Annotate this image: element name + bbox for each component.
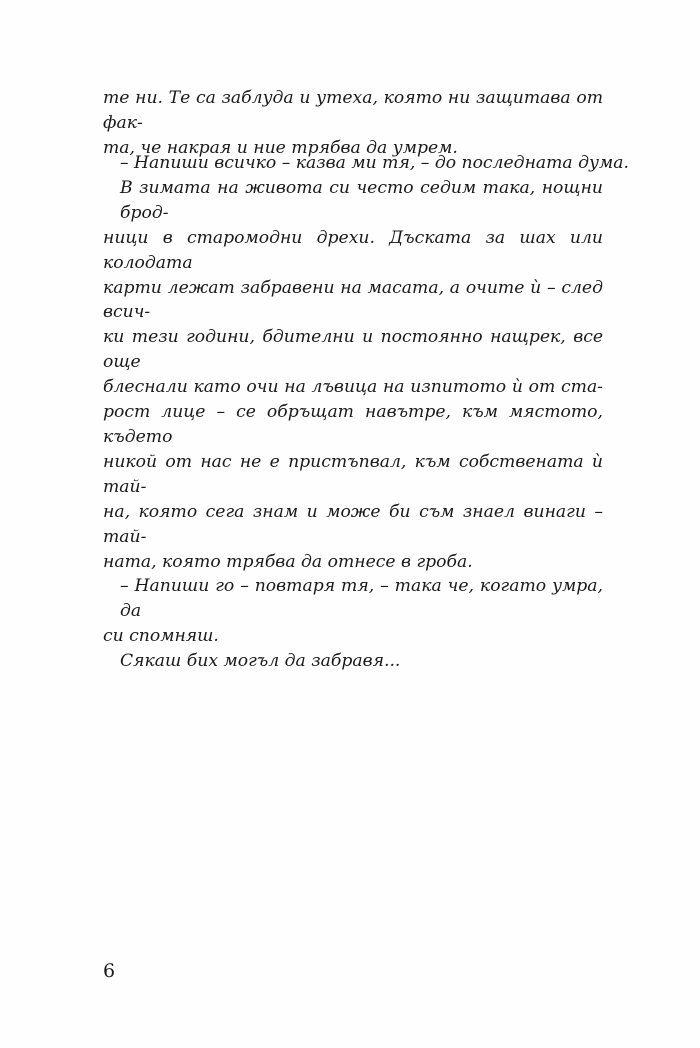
- text-line: на, която сега знам и може би съм знаел винаги – тай-: [103, 501, 603, 547]
- text-line: Сякаш бих могъл да забравя...: [120, 651, 401, 672]
- text-line: ната, която трябва да отнесе в гроба.: [103, 551, 473, 572]
- text-line: си спомняш.: [103, 626, 219, 647]
- text-line: карти лежат забравени на масата, а очите ѝ – след всич-: [103, 277, 603, 323]
- text-line: В зимата на живота си често седим така, нощни брод-: [120, 177, 603, 223]
- main-text: [103, 151, 629, 674]
- text-line: ки тези години, бдителни и постоянно нащрек, все още: [103, 327, 603, 373]
- dialogue-line: – Напиши всичко – казва ми тя, – до последната дума.: [120, 153, 629, 173]
- text-line: те ни. Те са заблуда и утеха, която ни защитава от фак-: [103, 88, 603, 133]
- text-line: рост лице – се обръщат навътре, към мястото, където: [103, 402, 603, 447]
- text-line: ници в старомодни дрехи. Дъската за шах или колодата: [103, 227, 603, 273]
- text-line: никой от нас не е пристъпвал, към собствената ѝ тай-: [103, 451, 603, 497]
- dialogue-line: – Напиши го – повтаря тя, – така че, когато умра, да: [120, 576, 603, 622]
- text-line: блеснали като очи на лъвица на изпитото ѝ от ста-: [103, 377, 603, 398]
- page-number: 6: [103, 960, 116, 982]
- text-line: та, че накрая и ние трябва да умрем.: [103, 137, 458, 158]
- opening-paragraph: [103, 86, 603, 161]
